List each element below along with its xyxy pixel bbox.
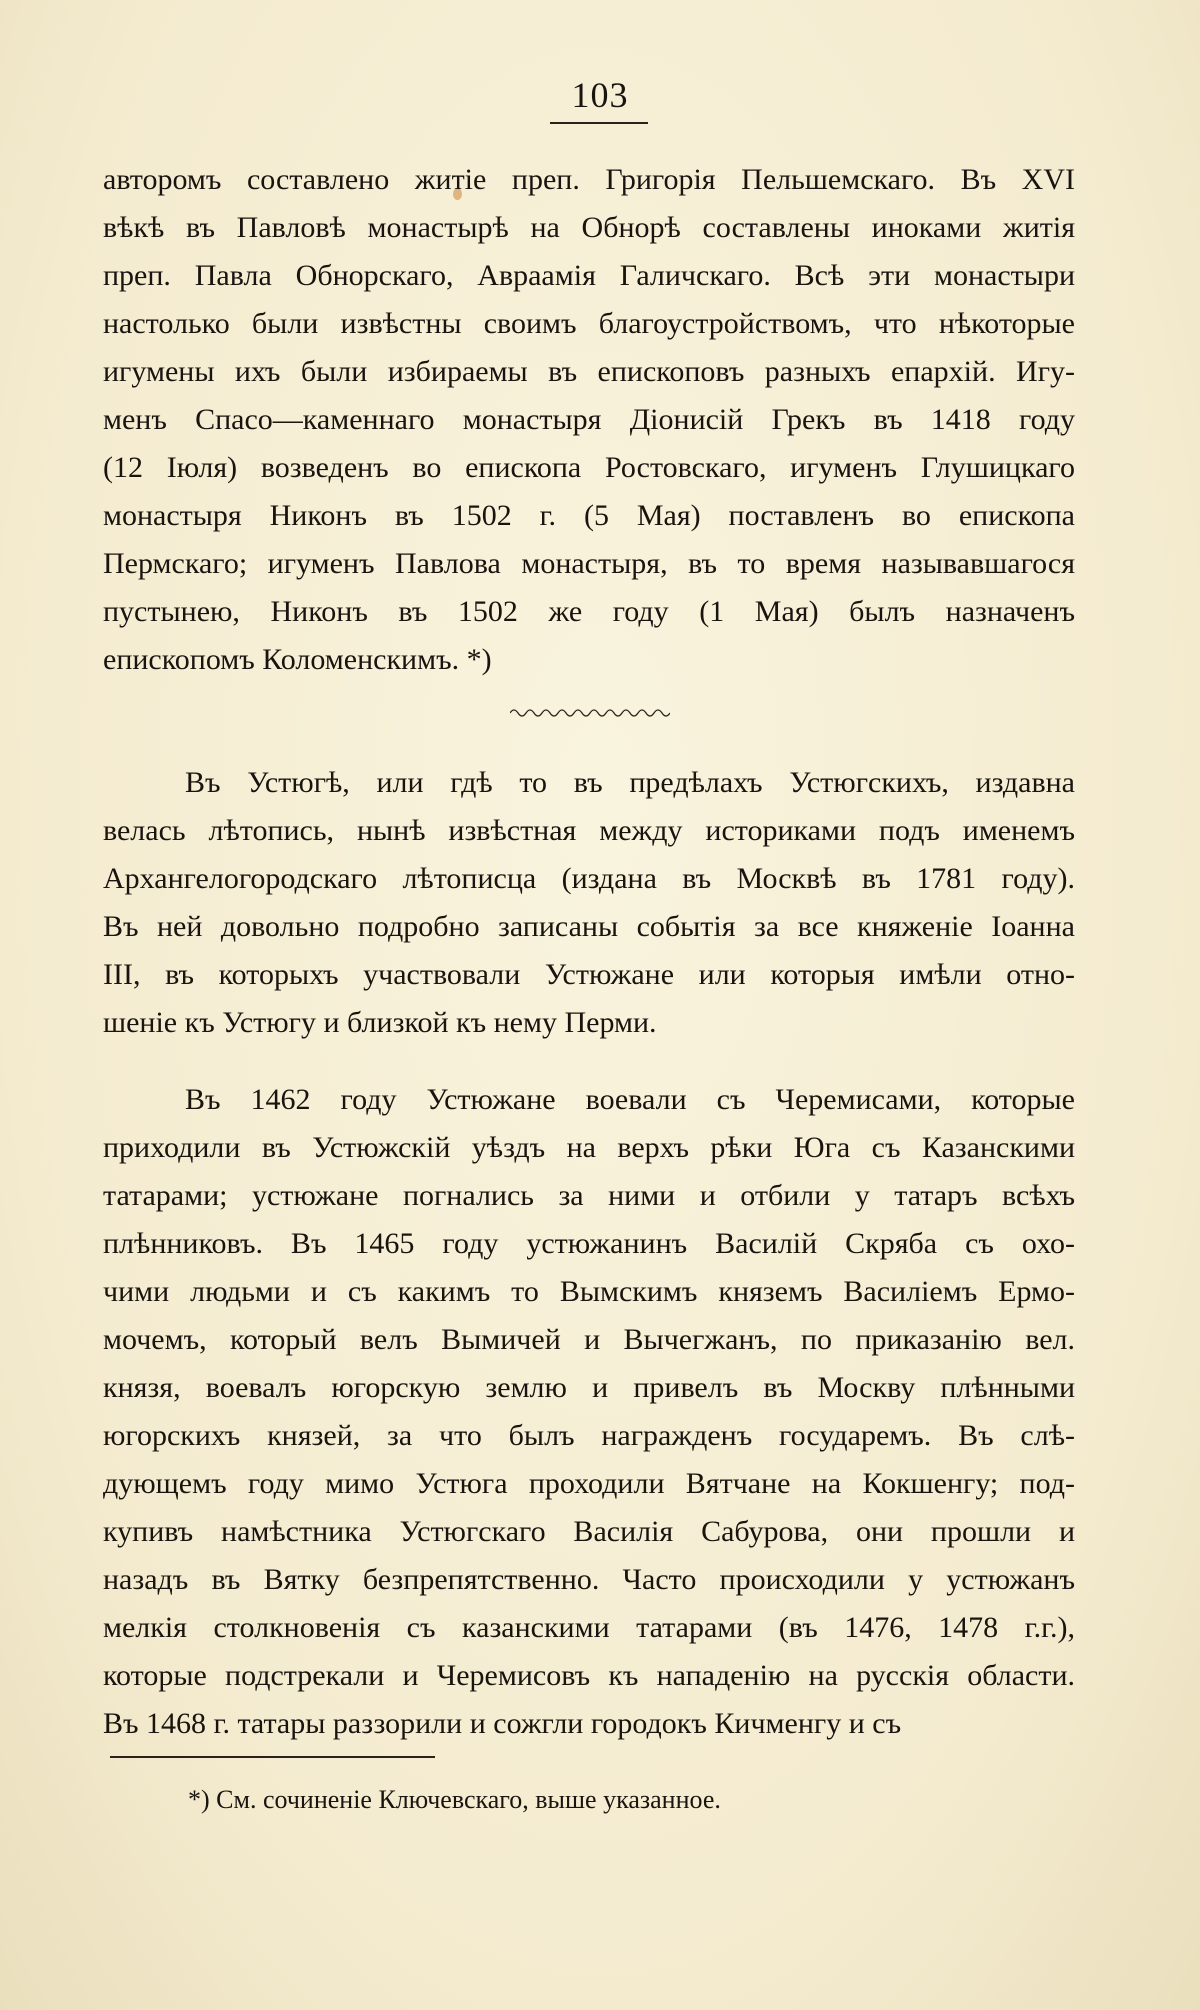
footnote [188, 1782, 721, 1818]
page-number: 103 [571, 75, 629, 115]
text-line: настолько были извѣстны своимъ благоустройствомъ, что нѣкоторые [103, 307, 1075, 340]
text-line: монастыря Никонъ въ 1502 г. (5 Мая) поставленъ во епископа [103, 499, 1075, 532]
text-line: Въ Устюгѣ, или гдѣ то въ предѣлахъ Устюгскихъ, издавна [185, 766, 1075, 799]
text-line: епископомъ Коломенскимъ. *) [103, 643, 492, 676]
text-line: Въ 1462 году Устюжане воевали съ Черемисами, которые [185, 1083, 1075, 1116]
text-line: Въ ней довольно подробно записаны событія за все княженіе Іоанна [103, 910, 1075, 943]
text-line: югорскихъ князей, за что былъ награжденъ государемъ. Въ слѣ- [103, 1419, 1075, 1452]
footnote-text: См. сочиненіе Ключевскаго, выше указанное. [216, 1785, 721, 1814]
text-line: преп. Павла Обнорскаго, Авраамія Галичскаго. Всѣ эти монастыри [103, 259, 1075, 292]
text-line: велась лѣтопись, нынѣ извѣстная между историками подъ именемъ [103, 814, 1075, 847]
text-line: Въ 1468 г. татары раззорили и сожгли городокъ Кичменгу и съ [103, 1707, 902, 1740]
section-divider-ornament [510, 706, 670, 720]
text-line: (12 Іюля) возведенъ во епископа Ростовскаго, игуменъ Глушицкаго [103, 451, 1075, 484]
text-line: шеніе къ Устюгу и близкой къ нему Перми. [103, 1006, 657, 1039]
text-line: вѣкѣ въ Павловѣ монастырѣ на Обнорѣ составлены иноками житія [103, 211, 1075, 244]
text-line: назадъ въ Вятку безпрепятственно. Часто происходили у устюжанъ [103, 1563, 1075, 1596]
text-line: мелкія столкновенія съ казанскими татарами (въ 1476, 1478 г.г.), [103, 1611, 1075, 1644]
text-line: приходили въ Устюжскій уѣздъ на верхъ рѣки Юга съ Казанскими [103, 1131, 1075, 1164]
text-line: чими людьми и съ какимъ то Вымскимъ княземъ Василіемъ Ермо- [103, 1275, 1075, 1308]
footnote-marker: *) [188, 1785, 210, 1814]
page-number-rule [550, 122, 648, 124]
text-line: Архангелогородскаго лѣтописца (издана въ Москвѣ въ 1781 году). [103, 862, 1075, 895]
text-line: плѣнниковъ. Въ 1465 году устюжанинъ Василій Скряба съ охо- [103, 1227, 1075, 1260]
text-line: купивъ намѣстника Устюгскаго Василія Сабурова, они прошли и [103, 1515, 1075, 1548]
footnote-rule [110, 1756, 435, 1758]
text-line: менъ Спасо—каменнаго монастыря Діонисій Грекъ въ 1418 году [103, 403, 1075, 436]
text-line: Пермскаго; игуменъ Павлова монастыря, въ то время называвшагося [103, 547, 1075, 580]
text-line: дующемъ году мимо Устюга проходили Вятчане на Кокшенгу; под- [103, 1467, 1075, 1500]
text-line: мочемъ, который велъ Вымичей и Вычегжанъ, по приказанію вел. [103, 1323, 1075, 1356]
text-line: авторомъ составлено житіе преп. Григорія Пельшемскаго. Въ XVI [103, 163, 1075, 196]
text-line: игумены ихъ были избираемы въ епископовъ разныхъ епархій. Игу- [103, 355, 1075, 388]
text-line: князя, воевалъ югорскую землю и привелъ въ Москву плѣнными [103, 1371, 1075, 1404]
text-line: которые подстрекали и Черемисовъ къ нападенію на русскія области. [103, 1659, 1075, 1692]
text-line: пустынею, Никонъ въ 1502 же году (1 Мая) былъ назначенъ [103, 595, 1075, 628]
text-line: III, въ которыхъ участвовали Устюжане или которыя имѣли отно- [103, 958, 1075, 991]
text-line: татарами; устюжане погнались за ними и отбили у татаръ всѣхъ [103, 1179, 1075, 1212]
